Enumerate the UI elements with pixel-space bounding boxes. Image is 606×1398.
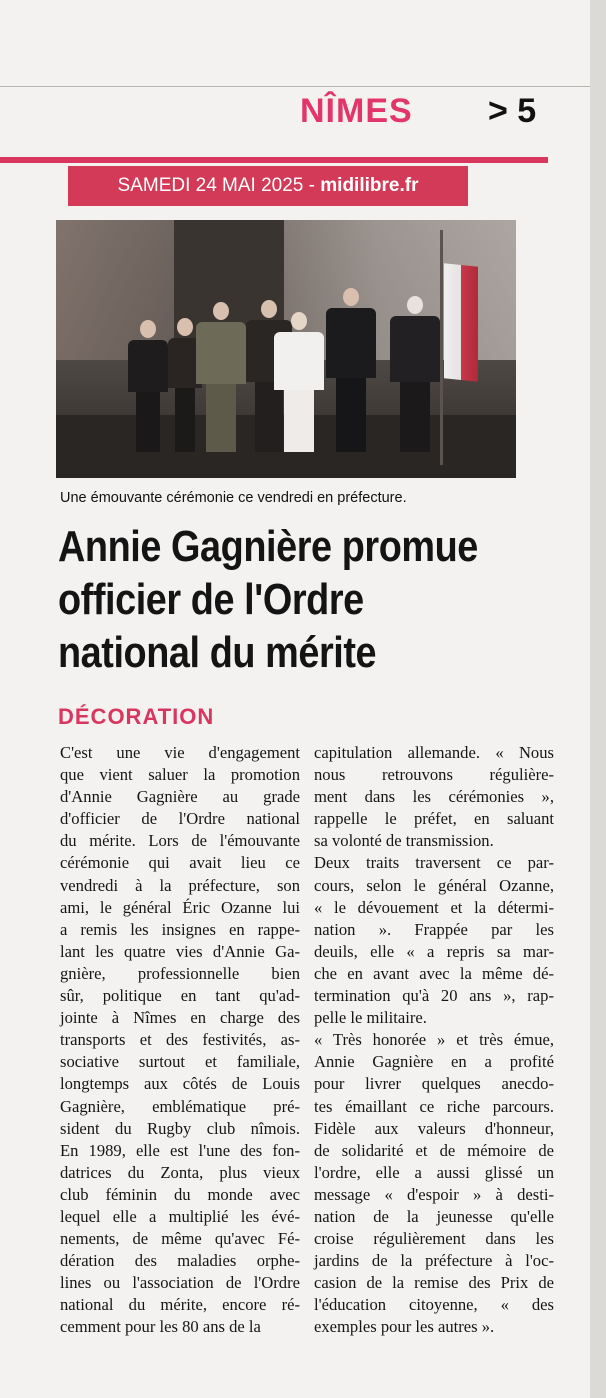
text-line: croise régulièrement dans les: [314, 1229, 554, 1249]
text-line: sident du Rugby club nîmois.: [60, 1118, 300, 1138]
person-figure: [128, 320, 168, 452]
text-line: message « d'espoir » à desti-: [314, 1184, 554, 1204]
text-line: casion de la remise des Prix de: [314, 1273, 554, 1293]
text-line: Annie Gagnière en a profité: [314, 1052, 554, 1072]
text-line: pour livrer quelques anecdo-: [314, 1074, 554, 1094]
text-line: longtemps aux côtés de Louis: [60, 1074, 300, 1094]
text-line: cemment pour les 80 ans de la: [60, 1317, 261, 1337]
text-line: rappelle le préfet, en saluant: [314, 809, 554, 829]
photo-caption: Une émouvante cérémonie ce vendredi en préfecture.: [60, 490, 407, 506]
category-kicker: DÉCORATION: [58, 704, 215, 729]
text-line: l'éducation citoyenne, « des: [314, 1295, 554, 1315]
text-line: pelle le militaire.: [314, 1008, 427, 1028]
text-line: vendredi à la préfecture, son: [60, 875, 300, 895]
text-line: lequel elle a multiplié les évé-: [60, 1206, 300, 1226]
headline-line: national du mérite: [58, 628, 377, 677]
text-line: termination qu'à 20 ans », rap-: [314, 986, 554, 1006]
text-line: capitulation allemande. « Nous: [314, 743, 554, 762]
page-edge: [590, 0, 606, 1398]
headline-line: officier de l'Ordre: [58, 575, 364, 624]
section-rule: [0, 157, 548, 163]
dateline-banner: [68, 166, 468, 206]
text-line: Deux traits traversent ce par-: [314, 853, 554, 873]
article-column-2: [314, 742, 554, 1339]
text-line: d'Annie Gagnière au grade: [60, 787, 300, 807]
text-line: « le dévouement et la détermi-: [314, 897, 554, 917]
text-line: lines ou l'association de l'Ordre: [60, 1273, 300, 1293]
text-line: a remis les insignes en rappe-: [60, 919, 300, 939]
date-separator: -: [303, 175, 321, 196]
text-line: nation de la jeunesse qu'elle: [314, 1206, 554, 1226]
person-figure: [274, 312, 324, 452]
text-line: club féminin du monde avec: [60, 1184, 300, 1204]
text-line: Gagnière, emblématique pré-: [60, 1096, 300, 1116]
text-line: de solidarité et de mémoire de: [314, 1140, 554, 1160]
text-line: que vient saluer la promotion: [60, 765, 300, 785]
ceremony-photo: [56, 220, 516, 478]
headline-line: Annie Gagnière promue: [58, 522, 478, 571]
person-figure: [390, 296, 440, 452]
text-line: l'ordre, elle a aussi glissé un: [314, 1162, 554, 1182]
text-line: cours, selon le général Ozanne,: [314, 875, 554, 895]
text-line: jointe à Nîmes en charge des: [60, 1008, 300, 1028]
text-line: ment dans les cérémonies »,: [314, 787, 554, 807]
text-line: sa volonté de transmission.: [314, 831, 494, 851]
text-line: transports et des festivités, as-: [60, 1030, 300, 1050]
text-line: jardins de la préfecture à l'oc-: [314, 1251, 554, 1271]
text-line: ami, le général Éric Ozanne lui: [60, 897, 300, 917]
person-figure: [326, 288, 376, 452]
top-rule: [0, 86, 590, 87]
text-line: du mérite. Lors de l'émouvante: [60, 831, 300, 851]
text-line: che en avant avec la même dé-: [314, 963, 554, 983]
section-title: NÎMES: [300, 92, 413, 130]
text-line: cérémonie qui avait lieu ce: [60, 853, 300, 873]
text-line: tes émaillant ce riche parcours.: [314, 1096, 554, 1116]
text-line: deuils, elle « a repris sa mar-: [314, 941, 554, 961]
text-line: C'est une vie d'engagement: [60, 743, 300, 762]
text-line: nation ». Frappée par les: [314, 919, 554, 939]
text-line: Fidèle aux valeurs d'honneur,: [314, 1118, 554, 1138]
text-line: « Très honorée » et très émue,: [314, 1030, 554, 1050]
flag-icon: [444, 263, 478, 382]
article-column-1: [60, 742, 300, 1339]
text-line: datrices du Zonta, plus vieux: [60, 1162, 300, 1182]
text-line: gnière, professionnelle bien: [60, 963, 300, 983]
headline: [58, 520, 479, 679]
text-line: nous retrouvons régulière-: [314, 765, 554, 785]
site-name: midilibre.fr: [320, 175, 419, 196]
text-line: dération des maladies orphe-: [60, 1251, 300, 1271]
text-line: d'officier de l'Ordre national: [60, 809, 300, 829]
date-text: SAMEDI 24 MAI 2025: [117, 175, 304, 196]
text-line: sûr, politique en tant qu'ad-: [60, 986, 300, 1006]
page-number: > 5: [488, 92, 537, 130]
text-line: nements, de même qu'avec Fé-: [60, 1229, 300, 1249]
text-line: sociative surtout et familiale,: [60, 1052, 300, 1072]
person-figure: [196, 302, 246, 452]
text-line: exemples pour les autres ».: [314, 1317, 495, 1337]
text-line: national du mérite, encore ré-: [60, 1295, 300, 1315]
text-line: En 1989, elle est l'une des fon-: [60, 1140, 300, 1160]
text-line: lant les quatre vies d'Annie Ga-: [60, 941, 300, 961]
